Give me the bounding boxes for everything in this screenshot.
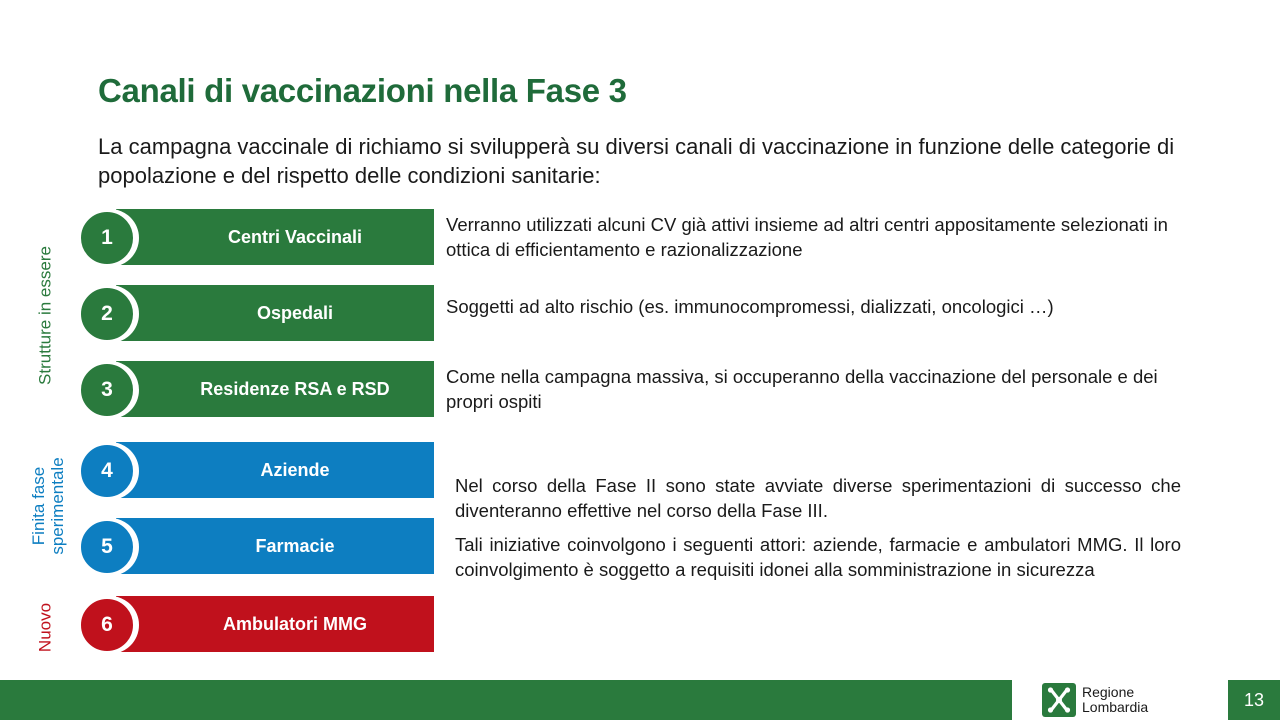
channel-bar [116, 285, 434, 341]
group-label-nuovo-text: Nuovo [35, 602, 55, 653]
group-label-finita-line2: sperimentale [48, 457, 67, 555]
channel-row-6 [78, 596, 434, 652]
channel-number-badge: 5 [78, 518, 136, 576]
channel-bar [116, 442, 434, 498]
channel-number-badge: 1 [78, 209, 136, 267]
page-number: 13 [1228, 680, 1280, 720]
channel-bar [116, 209, 434, 265]
channel-label: Ospedali [256, 302, 334, 323]
channel-label: Farmacie [255, 535, 335, 556]
channel-bar [116, 518, 434, 574]
description-fase-paragraph-2: Tali iniziative coinvolgono i seguenti attori: aziende, farmacie e ambulatori MMG. Il loro coinvolgimento è soggetto a requisiti idonei alla somministrazione in sicurezza [455, 534, 1181, 580]
channel-row-1 [78, 209, 434, 265]
channel-label: Ambulatori MMG [223, 613, 367, 634]
footer-bar [0, 680, 1012, 720]
group-label-finita-line1: Finita fase [29, 466, 48, 546]
channel-row-5 [78, 518, 434, 574]
channel-number-badge: 4 [78, 442, 136, 500]
channel-bar [116, 361, 434, 417]
channel-row-2 [78, 285, 434, 341]
channel-number-badge: 3 [78, 361, 136, 419]
description-fase-paragraph-1: Nel corso della Fase II sono state avviate diverse sperimentazioni di successo che diventeranno effettive nel corso della Fase III. [455, 475, 1181, 521]
description-centri: Verranno utilizzati alcuni CV già attivi insieme ad altri centri appositamente selezionati in ottica di efficientamento e razionalizzazione [446, 214, 1168, 260]
group-label-finita [29, 451, 67, 561]
channel-number-badge: 2 [78, 285, 136, 343]
logo-text [1082, 685, 1148, 715]
channel-number-badge: 6 [78, 596, 136, 654]
group-label-nuovo [36, 588, 55, 668]
logo-text-line2: Lombardia [1082, 699, 1149, 715]
page-title: Canali di vaccinazioni nella Fase 3 [98, 72, 627, 109]
group-label-strutture-text: Strutture in essere [35, 246, 55, 385]
group-label-strutture [36, 241, 55, 391]
description-residenze: Come nella campagna massiva, si occuperanno della vaccinazione del personale e dei propri ospiti [446, 366, 1158, 412]
channel-row-4 [78, 442, 434, 498]
rosa-camuna-icon [1042, 683, 1076, 717]
description-ospedali: Soggetti ad alto rischio (es. immunocompromessi, dializzati, oncologici …) [446, 296, 1054, 317]
channel-label: Aziende [260, 459, 330, 480]
page-subtitle: La campagna vaccinale di richiamo si svilupperà su diversi canali di vaccinazione in funzione delle categorie di popolazione e del rispetto delle condizioni sanitarie: [98, 134, 1175, 188]
regione-lombardia-logo [1042, 680, 1192, 720]
channel-bar [116, 596, 434, 652]
logo-text-line1: Regione [1082, 684, 1135, 700]
channel-label: Residenze RSA e RSD [200, 378, 390, 399]
channel-row-3 [78, 361, 434, 417]
channel-label: Centri Vaccinali [227, 226, 363, 247]
